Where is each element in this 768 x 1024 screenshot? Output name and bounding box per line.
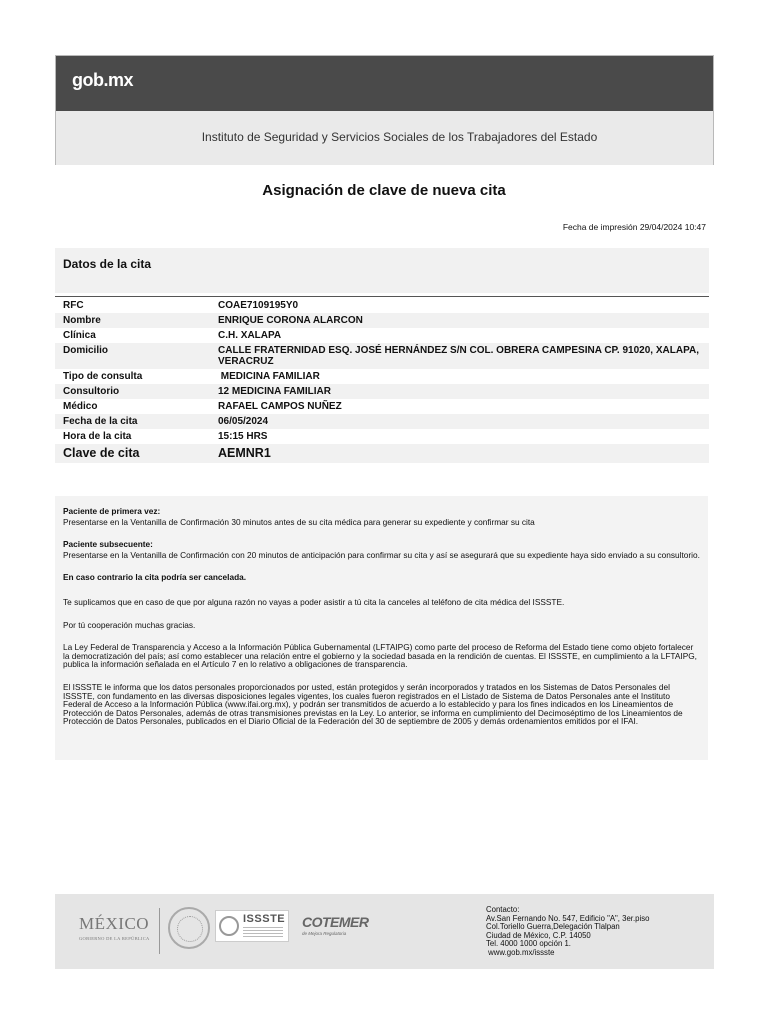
field-label: Nombre [63,315,101,326]
notes-panel [55,496,708,760]
field-value: COAE7109195Y0 [218,300,299,311]
mexico-logo-subtitle: GOBIERNO DE LA REPÚBLICA [79,936,150,941]
cotemer-logo: COTEMER [302,914,369,930]
print-date: Fecha de impresión 29/04/2024 10:47 [562,222,706,232]
section-header [55,248,709,293]
national-seal-icon [168,907,210,949]
section-title: Datos de la cita [63,257,152,271]
section-divider [55,296,709,297]
contact-website-link[interactable]: www.gob.mx/issste [486,947,555,957]
cancel-warning: En caso contrario la cita podría ser cancelada. [63,572,247,583]
subsequent-text: Presentarse en la Ventanilla de Confirmación con 20 minutos de anticipación para confirmar su cita y así se asegurará que su expediente haya sido enviado a su consultorio. [63,549,700,560]
page-footer [55,894,714,969]
field-label: Consultorio [63,386,120,397]
field-value: C.H. XALAPA [218,330,282,341]
law-text: La Ley Federal de Transparencia y Acceso a la Información Pública Gubernamental (LFTAIPG) como parte del proceso de Reforma del Estado tiene como objeto fortalecer la democratización del país; así como establecer una relación entre el gobierno y la sociedad basada en la rendición de cuentas. El ISSSTE, en cumplimiento a la LFTAIPG, publica la información señalada en el Artículo 7 en lo relativo a obligaciones de transparencia. [63,642,697,670]
field-label: Domicilio [63,345,109,356]
issste-logo-text: ISSSTE [243,913,286,925]
field-value: ENRIQUE CORONA ALARCON [218,315,363,326]
header-institute-bar [56,111,713,165]
appointment-details [55,298,709,463]
field-row-rfc [55,298,709,313]
field-label: Fecha de la cita [63,416,138,427]
field-label: RFC [63,300,84,311]
field-value: 06/05/2024 [218,416,269,427]
field-value: MEDICINA FAMILIAR [218,371,320,382]
institute-name: Instituto de Seguridad y Servicios Sociales de los Trabajadores del Estado [201,130,598,144]
field-label: Hora de la cita [63,431,132,442]
field-row-fecha [55,414,709,429]
contact-info [486,906,649,958]
field-label: Médico [63,401,98,412]
issste-logo [215,910,289,942]
gobmx-logo[interactable]: gob.mx [72,70,134,90]
privacy-text: El ISSSTE le informa que los datos personales proporcionados por usted, están protegidos y serán incorporados y tratados en los Sistemas de Datos Personales del ISSSTE, con fundamento en las diversas disposiciones legales vigentes, los cuales fueron registrados en el Listado de Sistema de Datos Personales ante el Instituto Federal de Acceso a la Información Pública (www.ifai.org.mx), y podrán ser transmitidos de acuerdo a lo establecido y para los fines indicados en los Lineamientos de Protección de Datos Personales, además de otras transmisiones previstas en la Ley. Lo anterior, se informa en cumplimiento del Decimoséptimo de los Lineamientos de Protección de Datos Personales, publicados en el Diario Oficial de la Federación del 30 de septiembre de 2005 y demás ordenamientos emitidos por el IFAI. [63,681,683,727]
contact-line: Av.San Fernando No. 547, Edificio "A", 3er.piso [486,913,650,923]
field-value: 12 MEDICINA FAMILIAR [218,386,331,397]
cotemer-logo-subtitle: de Mejora Regulatoria [302,931,347,936]
issste-emblem-icon [219,916,239,936]
field-value: RAFAEL CAMPOS NUÑEZ [218,401,342,412]
field-value: CALLE FRATERNIDAD ESQ. JOSÉ HERNÁNDEZ S/N COL. OBRERA CAMPESINA CP. 91020, XALAPA, VERACRUZ [218,345,699,367]
mexico-logo: MÉXICO [79,914,150,933]
contact-line: Ciudad de México, C.P. 14050 [486,930,591,940]
page-header [55,55,714,165]
contact-line: Col.Toriello Guerra,Delegación Tlalpan [486,922,620,932]
field-row-clinica [55,328,709,343]
cancel-request: Te suplicamos que en caso de que por alguna razón no vayas a poder asistir a tú cita la canceles al teléfono de cita médica del ISSSTE. [63,596,565,607]
first-visit-title: Paciente de primera vez: [63,506,161,516]
field-value: 15:15 HRS [218,431,268,442]
field-row-consultorio [55,384,709,399]
field-label: Clínica [63,330,96,341]
subsequent-title: Paciente subsecuente: [63,539,153,550]
field-row-clave [55,444,709,463]
contact-line: Tel. 4000 1000 opción 1. [486,939,571,949]
field-label: Tipo de consulta [63,371,143,382]
field-row-hora [55,429,709,444]
document-title: Asignación de clave de nueva cita [262,182,506,199]
field-row-medico [55,399,709,414]
first-visit-text: Presentarse en la Ventanilla de Confirmación 30 minutos antes de su cita médica para generar su expediente y confirmar su cita [63,516,535,527]
field-label: Clave de cita [63,446,140,460]
issste-logo-lines [243,927,283,937]
field-row-domicilio [55,343,709,369]
contact-line: Contacto: [486,905,520,914]
appointment-code: AEMNR1 [218,446,271,460]
field-row-tipo-consulta [55,369,709,384]
thanks-text: Por tú cooperación muchas gracias. [63,619,196,630]
footer-divider [159,908,160,954]
header-top-bar [56,56,713,111]
field-row-nombre [55,313,709,328]
